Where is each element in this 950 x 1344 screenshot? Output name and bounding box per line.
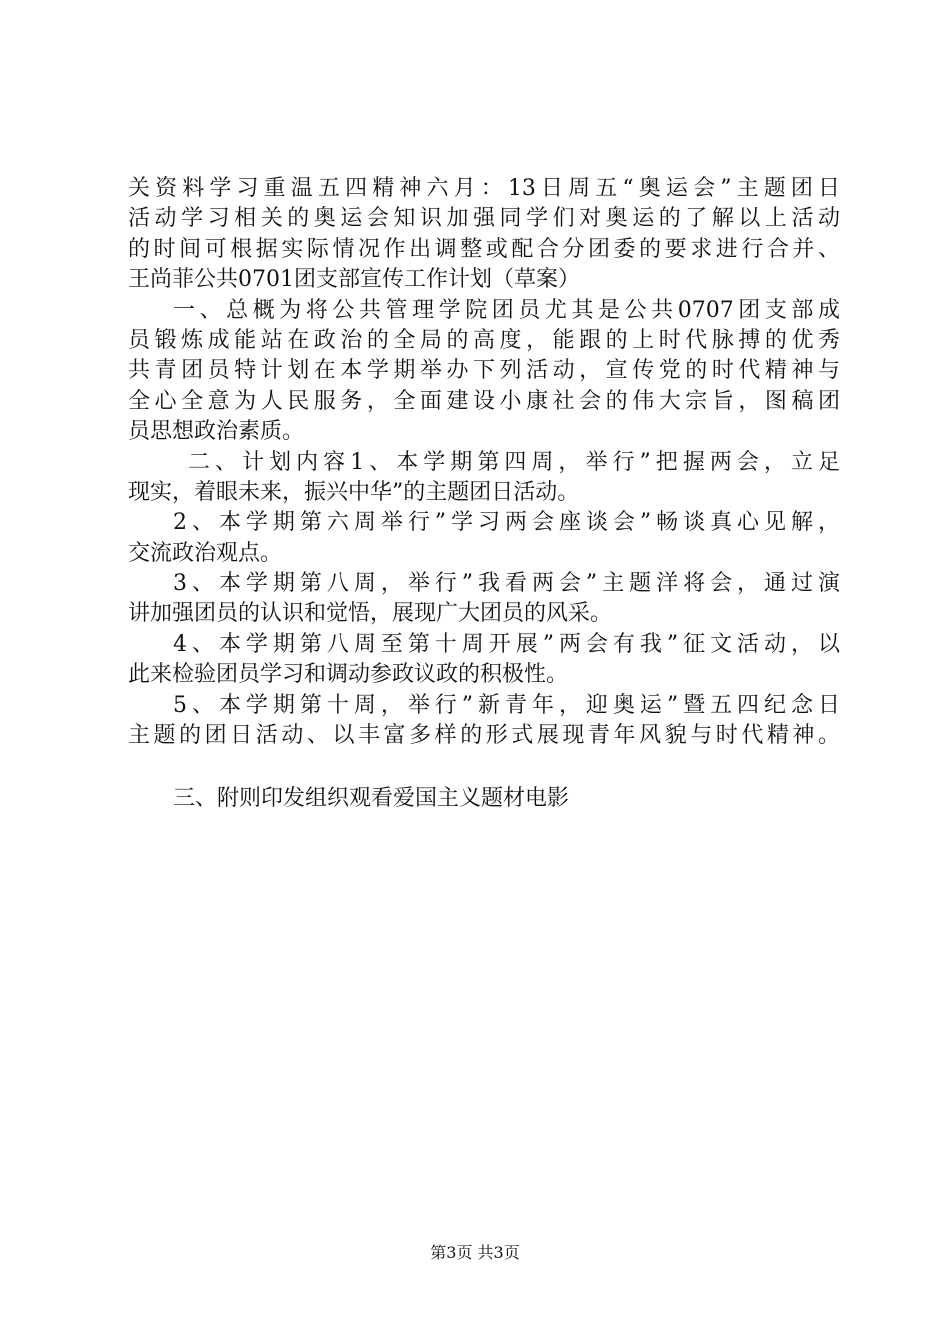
text-line: 关资料学习重温五四精神六月：13日周五“奥运会”主题团日	[128, 176, 840, 201]
text-line: 此来检验团员学习和调动参政议政的积极性。	[128, 662, 569, 688]
text-line: 员锻炼成能站在政治的全局的高度，能跟的上时代脉搏的优秀	[128, 327, 840, 353]
text-line: 三、附则印发组织观看爱国主义题材电影	[173, 786, 570, 812]
text-line: 员思想政治素质。	[128, 419, 305, 445]
text-line: 二、计划内容1、本学期第四周，举行”把握两会，立足	[188, 449, 840, 475]
text-line: 全心全意为人民服务，全面建设小康社会的伟大宗旨，图稿团	[128, 388, 840, 414]
text-line: 共青团员特计划在本学期举办下列活动，宣传党的时代精神与	[128, 358, 840, 384]
text-line: 3、本学期第八周，举行”我看两会”主题洋将会，通过演	[173, 571, 840, 597]
text-line: 王尚菲公共0701团支部宣传工作计划（草案）	[128, 267, 580, 293]
page-footer: 第3页 共3页	[430, 1243, 520, 1262]
text-line: 的时间可根据实际情况作出调整或配合分团委的要求进行合并、	[128, 236, 840, 262]
text-line: 2、本学期第六周举行”学习两会座谈会”畅谈真心见解，	[173, 510, 840, 536]
text-line: 一、总概为将公共管理学院团员尤其是公共0707团支部成	[173, 297, 840, 323]
text-line: 活动学习相关的奥运会知识加强同学们对奥运的了解以上活动	[128, 206, 840, 232]
text-line: 交流政治观点。	[128, 540, 283, 566]
text-line: 主题的团日活动、以丰富多样的形式展现青年风貌与时代精神。	[128, 723, 840, 749]
text-line: 4、本学期第八周至第十周开展”两会有我”征文活动，以	[173, 631, 840, 657]
text-line: 讲加强团员的认识和觉悟，展现广大团员的风采。	[128, 601, 613, 627]
text-line: 5、本学期第十周，举行”新青年，迎奥运”暨五四纪念日	[173, 692, 840, 718]
text-line: 现实，着眼未来，振兴中华”的主题团日活动。	[128, 479, 580, 505]
document-body	[128, 174, 840, 815]
